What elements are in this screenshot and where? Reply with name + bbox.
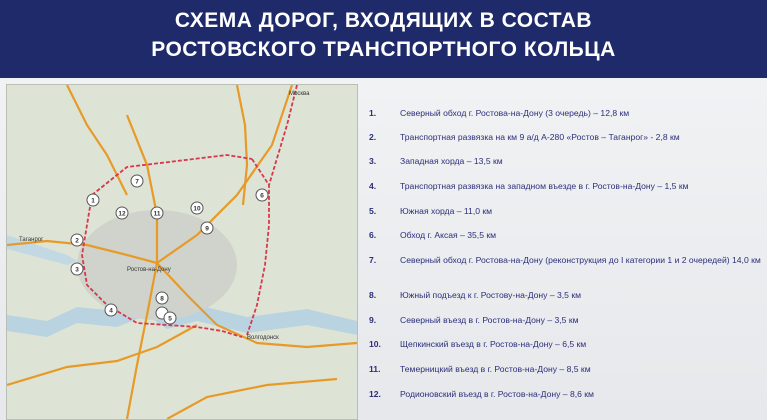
road-map-graphic: [7, 85, 357, 419]
svg-text:7: 7: [135, 178, 139, 186]
svg-text:6: 6: [260, 192, 264, 200]
svg-text:10: 10: [193, 205, 201, 213]
slide-title-line-1: СХЕМА ДОРОГ, ВХОДЯЩИХ В СОСТАВ: [174, 9, 593, 32]
label-moskva: Москва: [289, 91, 310, 97]
svg-text:4: 4: [109, 307, 113, 315]
svg-text:2: 2: [75, 237, 79, 245]
svg-text:5: 5: [168, 315, 172, 323]
svg-text:9: 9: [205, 225, 209, 233]
svg-text:3: 3: [75, 266, 79, 274]
label-volgodonsk: Волгодонск: [247, 335, 279, 341]
slide-title-line-2: РОСТОВСКОГО ТРАНСПОРТНОГО КОЛЬЦА: [151, 38, 616, 61]
svg-text:8: 8: [160, 295, 164, 303]
label-taganrog: Таганрог: [19, 237, 44, 243]
svg-text:1: 1: [91, 197, 95, 205]
road-map: [6, 84, 358, 420]
label-rostov: Ростов-на-Дону: [127, 267, 171, 273]
svg-text:12: 12: [118, 210, 126, 218]
svg-text:11: 11: [153, 210, 161, 218]
slide-header: [0, 0, 767, 78]
